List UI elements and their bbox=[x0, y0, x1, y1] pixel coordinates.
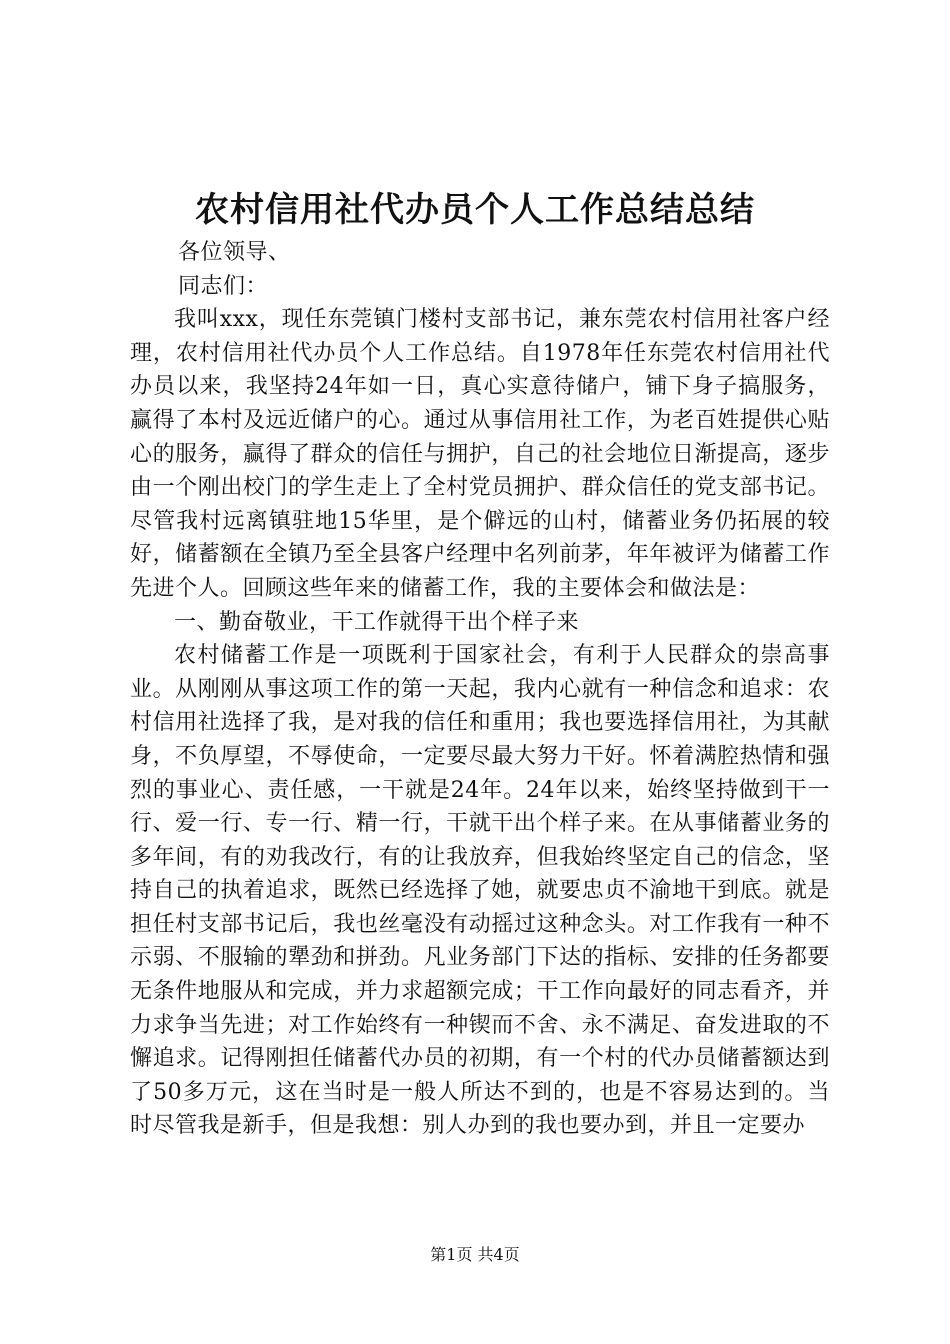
intro-paragraph: 我叫xxx，现任东莞镇门楼村支部书记，兼东莞农村信用社客户经理，农村信用社代办员个人工作总结。自1978年任东莞农村信用社代办员以来，我坚持24年如一日，真心实意待储户，铺下身子搞服务，赢得了本村及远近储户的心。通过从事信用社工作，为老百姓提供心贴心的服务，赢得了群众的信任与拥护，自己的社会地位日渐提高，逐步由一个刚出校门的学生走上了全村党员拥护、群众信任的党支部书记。尽管我村远离镇驻地15华里，是个僻远的山村，储蓄业务仍拓展的较好，储蓄额在全镇乃至全县客户经理中名列前茅，年年被评为储蓄工作先进个人。回顾这些年来的储蓄工作，我的主要体会和做法是： bbox=[130, 307, 830, 601]
document-title: 农村信用社代办员个人工作总结总结 bbox=[195, 190, 755, 230]
salutation-comrades: 同志们： bbox=[178, 273, 269, 299]
section-heading: 一、勤奋敬业，干工作就得干出个样子来 bbox=[174, 609, 580, 635]
document-body bbox=[130, 236, 830, 1143]
page-footer: 第1页 共4页 bbox=[430, 1245, 520, 1264]
salutation-leaders: 各位领导、 bbox=[178, 240, 291, 265]
section-paragraph: 农村储蓄工作是一项既利于国家社会，有利于人民群众的崇高事业。从刚刚从事这项工作的第一天起，我内心就有一种信念和追求：农村信用社选择了我，是对我的信任和重用；我也要选择信用社，为其献身，不负厚望，不辱使命，一定要尽最大努力干好。怀着满腔热情和强烈的事业心、责任感，一干就是24年。24年以来，始终坚持做到干一行、爱一行、专一行、精一行，干就干出个样子来。在从事储蓄业务的多年间，有的劝我改行，有的让我放弃，但我始终坚定自己的信念，坚持自己的执着追求，既然已经选择了她，就要忠贞不渝地干到底。就是担任村支部书记后，我也丝毫没有动摇过这种念头。对工作我有一种不示弱、不服输的犟劲和拼劲。凡业务部门下达的指标、安排的任务都要无条件地服从和完成，并力求超额完成；干工作向最好的同志看齐，并力求争当先进；对工作始终有一种锲而不舍、永不满足、奋发进取的不懈追求。记得刚担任储蓄代办员的初期，有一个村的代办员储蓄额达到了50多万元，这在当时是一般人所达不到的，也是不容易达到的。当时尽管我是新手，但是我想：别人办到的我也要办到，并且一定要办 bbox=[130, 643, 830, 1139]
